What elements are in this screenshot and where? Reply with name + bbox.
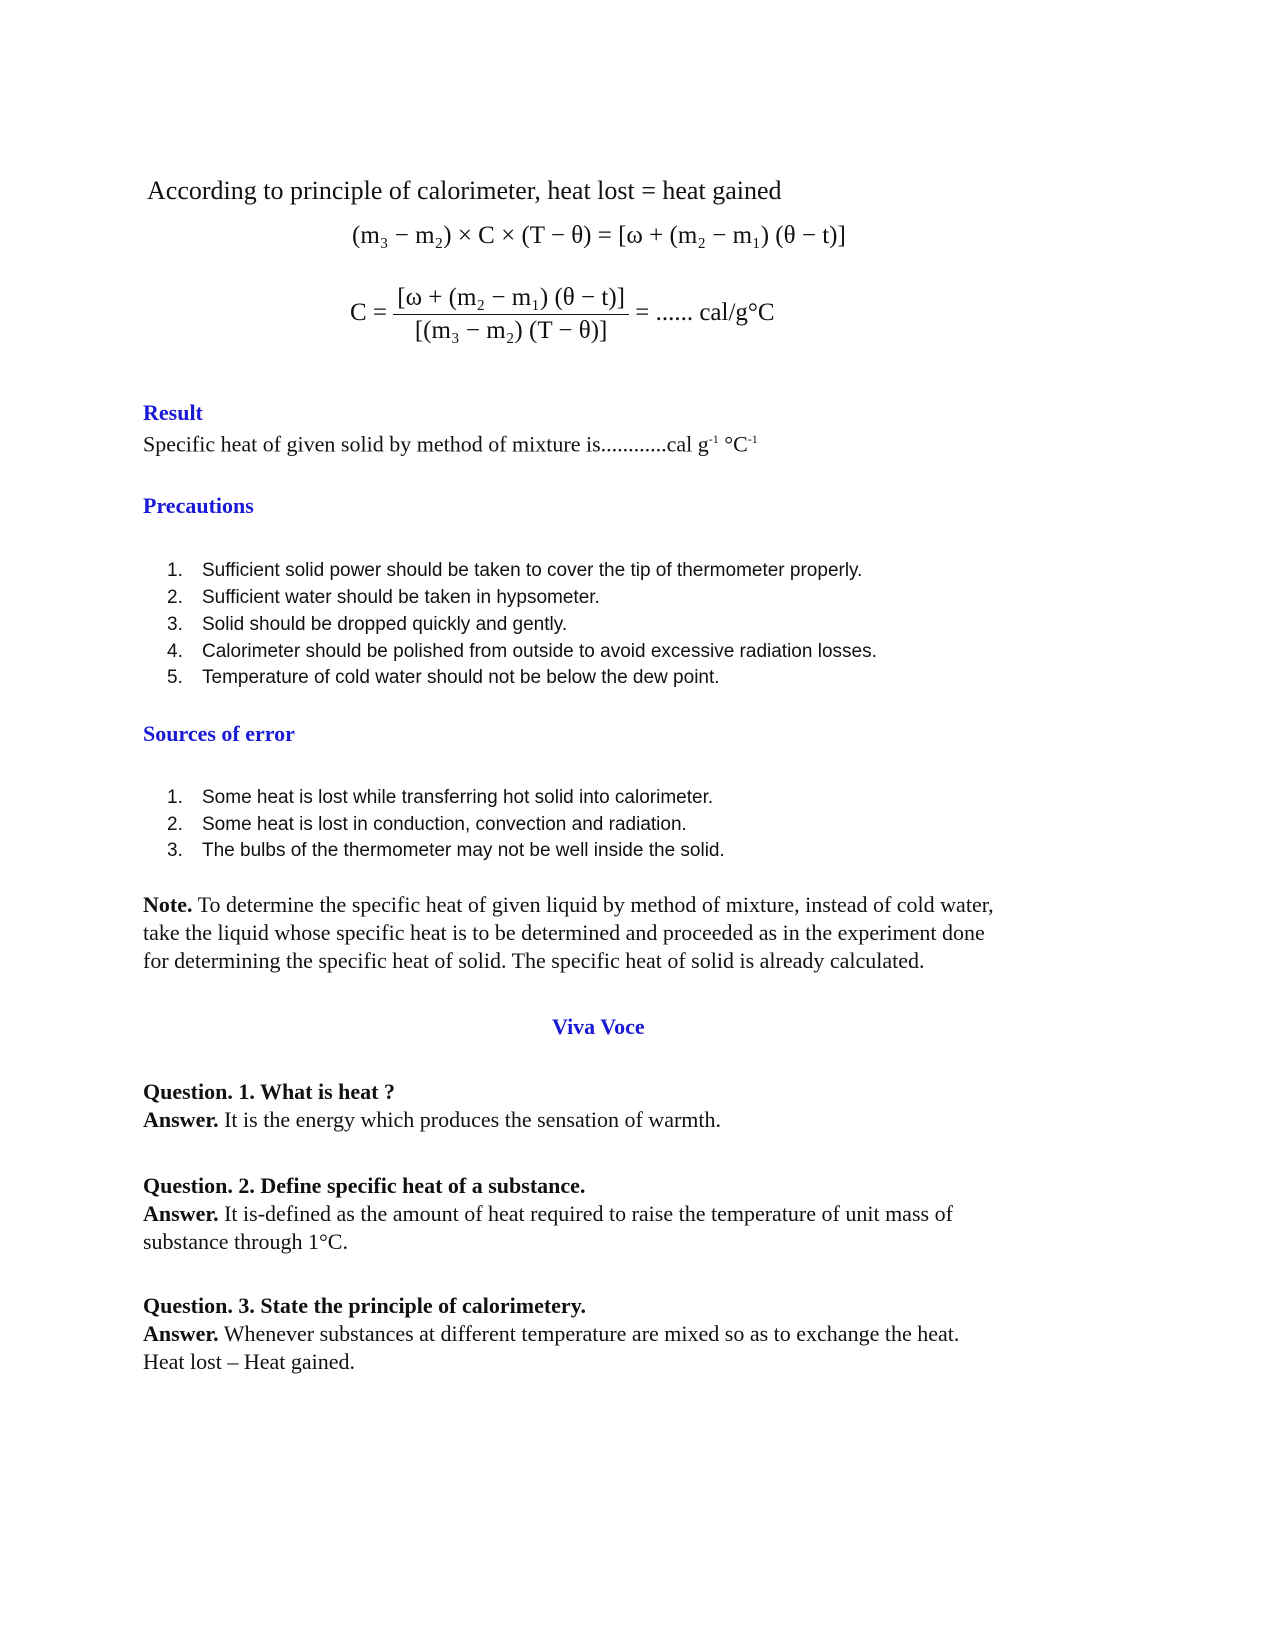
numerator: [ω + (m₂ − m₁) (θ − t)] bbox=[393, 284, 629, 315]
equation-lhs: (m₃ − m₂) × C × (T − θ) bbox=[352, 222, 592, 249]
list-number: 3. bbox=[167, 840, 183, 861]
sources-heading: Sources of error bbox=[143, 721, 295, 746]
list-item-text: Sufficient water should be taken in hypsometer. bbox=[202, 587, 600, 608]
list-item-text: Some heat is lost in conduction, convection and radiation. bbox=[202, 814, 687, 835]
answer-label: Answer. bbox=[143, 1107, 219, 1132]
equation-specific-heat bbox=[350, 284, 775, 345]
result-text bbox=[143, 425, 758, 458]
note-line: for determining the specific heat of solid. The specific heat of solid is already calculated. bbox=[143, 948, 925, 973]
qa-block bbox=[143, 1172, 953, 1256]
question: Question. 2. Define specific heat of a substance. bbox=[143, 1173, 586, 1198]
answer-text: substance through 1°C. bbox=[143, 1229, 348, 1254]
answer-text: Whenever substances at different temperature are mixed so as to exchange the heat. bbox=[218, 1321, 960, 1346]
list-item-text: Calorimeter should be polished from outside to avoid excessive radiation losses. bbox=[202, 641, 877, 662]
answer-label: Answer. bbox=[143, 1321, 219, 1346]
equation-c: C = bbox=[350, 299, 388, 327]
qa-block bbox=[143, 1292, 959, 1376]
list-number: 3. bbox=[167, 614, 183, 635]
list-number: 2. bbox=[167, 587, 183, 608]
list-item-text: Sufficient solid power should be taken to cover the tip of thermometer properly. bbox=[202, 560, 863, 581]
qa-block bbox=[143, 1078, 721, 1134]
intro-text: According to principle of calorimeter, heat lost = heat gained bbox=[147, 176, 782, 205]
result-heading: Result bbox=[143, 400, 203, 425]
equation-equals: = bbox=[597, 222, 612, 249]
list-number: 4. bbox=[167, 641, 183, 662]
question: Question. 1. What is heat ? bbox=[143, 1079, 396, 1104]
denominator: [(m₃ − m₂) (T − θ)] bbox=[414, 317, 608, 344]
answer-label: Answer. bbox=[143, 1201, 219, 1226]
note-paragraph bbox=[143, 891, 994, 975]
answer-text: It is the energy which produces the sensation of warmth. bbox=[218, 1107, 722, 1132]
list-number: 1. bbox=[167, 787, 183, 808]
precautions-heading: Precautions bbox=[143, 493, 254, 518]
superscript: -1 bbox=[747, 432, 758, 446]
equation-heat-balance bbox=[352, 222, 846, 250]
unit: °C bbox=[718, 431, 748, 457]
note-line: take the liquid whose specific heat is to be determined and proceeded as in the experiment done bbox=[143, 920, 985, 945]
answer-text: Heat lost – Heat gained. bbox=[143, 1349, 355, 1374]
superscript: -1 bbox=[708, 432, 719, 446]
equation-rhs: [ω + (m₂ − m₁) (θ − t)] bbox=[618, 222, 846, 249]
note-line: To determine the specific heat of given liquid by method of mixture, instead of cold water, bbox=[192, 892, 994, 917]
question: Question. 3. State the principle of calorimetery. bbox=[143, 1293, 586, 1318]
list-number: 2. bbox=[167, 814, 183, 835]
list-item-text: Solid should be dropped quickly and gently. bbox=[202, 614, 568, 635]
list-item-text: The bulbs of the thermometer may not be well inside the solid. bbox=[202, 840, 725, 861]
list-number: 5. bbox=[167, 667, 183, 688]
list-item-text: Some heat is lost while transferring hot solid into calorimeter. bbox=[202, 787, 714, 808]
fraction bbox=[393, 284, 629, 345]
equation-result: = ...... cal/g°C bbox=[635, 299, 775, 327]
result-sentence: Specific heat of given solid by method of mixture is............cal g bbox=[143, 431, 709, 457]
list-item-text: Temperature of cold water should not be below the dew point. bbox=[202, 667, 720, 688]
answer-text: It is-defined as the amount of heat required to raise the temperature of unit mass of bbox=[218, 1201, 953, 1226]
note-label: Note. bbox=[143, 892, 193, 917]
viva-voce-heading: Viva Voce bbox=[552, 1014, 645, 1039]
list-number: 1. bbox=[167, 560, 183, 581]
